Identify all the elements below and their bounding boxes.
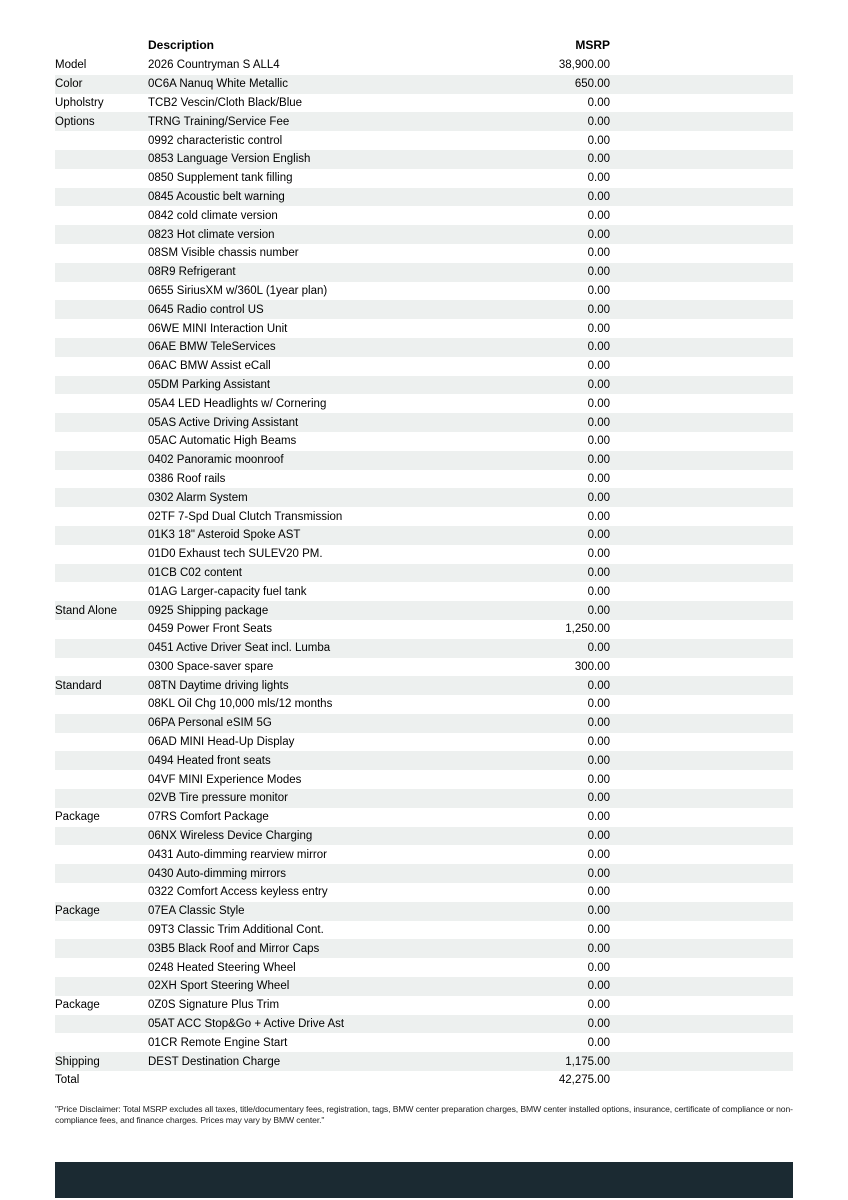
description-cell: 02VB Tire pressure monitor [148,789,470,808]
spacer-cell [610,639,793,658]
category-cell: Upholstry [55,96,104,109]
category-cell [55,470,148,489]
description-cell: 06AE BMW TeleServices [148,338,470,357]
msrp-cell: 0.00 [470,939,610,958]
category-cell [55,977,148,996]
category-cell [55,1033,148,1052]
description-cell: 0655 SiriusXM w/360L (1year plan) [148,284,328,297]
spacer-cell [610,733,793,752]
msrp-cell: 1,250.00 [565,623,610,636]
msrp-cell: 0.00 [587,247,610,260]
spacer-cell [610,188,793,207]
description-cell: 01D0 Exhaust tech SULEV20 PM. [148,548,323,561]
table-row [55,188,793,207]
category-cell [55,394,148,413]
spacer-cell [610,676,793,695]
table-row [55,244,793,263]
description-cell: 0645 Radio control US [148,300,470,319]
msrp-cell: 0.00 [470,1015,610,1034]
msrp-cell: 0.00 [470,413,610,432]
category-cell: Package [55,902,148,921]
msrp-cell: 0.00 [470,338,610,357]
table-row [55,714,793,733]
description-cell: 05A4 LED Headlights w/ Cornering [148,397,327,410]
table-row [55,845,793,864]
category-cell [55,714,148,733]
price-sheet [55,34,793,1090]
spacer-cell [610,432,793,451]
msrp-cell: 0.00 [587,435,610,448]
spacer-cell [610,376,793,395]
description-cell: 0302 Alarm System [148,488,470,507]
description-cell: TCB2 Vescin/Cloth Black/Blue [148,96,303,109]
spacer-cell [610,1052,793,1071]
msrp-cell: 0.00 [587,172,610,185]
spacer-cell [610,582,793,601]
table-row [55,282,793,301]
description-cell: TRNG Training/Service Fee [148,112,470,131]
category-cell [55,413,148,432]
description-cell: 0431 Auto-dimming rearview mirror [148,848,327,861]
description-cell: 0823 Hot climate version [148,225,470,244]
category-cell [55,131,148,150]
description-cell: 08SM Visible chassis number [148,247,299,260]
description-header: Description [148,38,215,52]
table-row [55,676,793,695]
description-cell: 0842 cold climate version [148,209,278,222]
category-cell [55,545,148,564]
table-row [55,695,793,714]
spacer-cell [610,225,793,244]
table-row [55,526,793,545]
msrp-cell: 0.00 [470,564,610,583]
spacer-cell [610,526,793,545]
category-cell [55,939,148,958]
spacer-cell [610,1015,793,1034]
msrp-cell: 0.00 [470,376,610,395]
spacer-cell [610,996,793,1015]
msrp-cell: 0.00 [587,1036,610,1049]
msrp-cell: 0.00 [470,263,610,282]
category-cell [55,150,148,169]
table-row [55,150,793,169]
category-cell: Package [55,811,100,824]
msrp-cell: 0.00 [587,886,610,899]
spacer-cell [610,601,793,620]
spacer-cell [610,56,793,75]
msrp-cell: 0.00 [470,977,610,996]
msrp-cell: 0.00 [587,510,610,523]
table-row [55,770,793,789]
category-cell [55,789,148,808]
table-row [55,789,793,808]
description-cell: 07EA Classic Style [148,902,470,921]
spacer-cell [610,338,793,357]
table-row [55,56,793,75]
category-cell [55,883,148,902]
msrp-cell: 0.00 [587,472,610,485]
msrp-cell: 0.00 [587,134,610,147]
description-cell: 0C6A Nanuq White Metallic [148,75,470,94]
description-cell: 01K3 18" Asteroid Spoke AST [148,526,470,545]
table-row [55,225,793,244]
msrp-cell: 0.00 [470,451,610,470]
spacer-cell [610,206,793,225]
category-cell [55,921,148,940]
table-row [55,658,793,677]
description-cell: 08TN Daytime driving lights [148,676,470,695]
spacer-cell [610,1033,793,1052]
category-cell [55,338,148,357]
table-row [55,751,793,770]
description-cell: 09T3 Classic Trim Additional Cont. [148,924,324,937]
msrp-cell: 0.00 [470,864,610,883]
category-header [55,34,148,56]
description-cell: 01CB C02 content [148,564,470,583]
description-cell: DEST Destination Charge [148,1052,470,1071]
msrp-cell: 0.00 [587,360,610,373]
table-row [55,131,793,150]
spacer-cell [610,751,793,770]
description-cell: 0322 Comfort Access keyless entry [148,886,328,899]
msrp-cell: 0.00 [587,585,610,598]
spacer-cell [610,282,793,301]
footer-bar [55,1162,793,1198]
table-row [55,112,793,131]
description-cell: 05AC Automatic High Beams [148,435,297,448]
msrp-cell: 0.00 [470,639,610,658]
spacer-cell [610,864,793,883]
msrp-cell: 0.00 [587,96,610,109]
msrp-cell: 0.00 [470,188,610,207]
category-cell [55,958,148,977]
table-row [55,507,793,526]
spacer-cell [610,169,793,188]
spacer-cell [610,770,793,789]
spacer-cell [610,921,793,940]
table-row [55,300,793,319]
msrp-cell: 42,275.00 [558,1074,610,1087]
msrp-cell: 0.00 [587,736,610,749]
category-cell: Options [55,112,148,131]
msrp-cell: 0.00 [470,902,610,921]
description-cell: 05AS Active Driving Assistant [148,413,470,432]
table-row [55,808,793,827]
category-cell: Standard [55,676,148,695]
header-row [55,34,793,56]
spacer-cell [610,94,793,113]
msrp-cell: 0.00 [587,548,610,561]
spacer-cell [610,394,793,413]
category-cell: Stand Alone [55,601,148,620]
description-cell: 01AG Larger-capacity fuel tank [148,585,307,598]
table-row [55,864,793,883]
spacer-cell [610,470,793,489]
msrp-cell: 0.00 [470,827,610,846]
category-cell [55,488,148,507]
msrp-cell: 0.00 [470,789,610,808]
msrp-cell: 0.00 [470,300,610,319]
category-cell [55,564,148,583]
description-cell: 02XH Sport Steering Wheel [148,977,470,996]
table-row [55,564,793,583]
msrp-cell: 0.00 [587,924,610,937]
description-cell: 2026 Countryman S ALL4 [148,59,280,72]
table-row [55,601,793,620]
spacer-cell [610,827,793,846]
category-cell [55,658,148,677]
table-row [55,639,793,658]
spacer-cell [610,357,793,376]
description-cell: 0430 Auto-dimming mirrors [148,864,470,883]
category-cell [55,582,148,601]
spacer-cell [610,564,793,583]
table-row [55,582,793,601]
msrp-cell: 0.00 [470,225,610,244]
description-cell: 08KL Oil Chg 10,000 mls/12 months [148,698,333,711]
category-cell [55,507,148,526]
msrp-cell: 0.00 [587,698,610,711]
description-cell: 05DM Parking Assistant [148,376,470,395]
msrp-cell: 0.00 [470,112,610,131]
spacer-cell [610,319,793,338]
category-cell [55,319,148,338]
description-cell: 0853 Language Version English [148,150,470,169]
msrp-cell: 0.00 [587,961,610,974]
spacer-cell [610,263,793,282]
category-cell [55,432,148,451]
description-cell: 0845 Acoustic belt warning [148,188,470,207]
category-cell [55,169,148,188]
table-row [55,75,793,94]
msrp-cell: 0.00 [470,150,610,169]
spacer-cell [610,883,793,902]
category-cell [55,733,148,752]
table-row [55,376,793,395]
description-cell: 0459 Power Front Seats [148,623,273,636]
spacer-cell [610,112,793,131]
spacer-cell [610,620,793,639]
description-cell: 06AD MINI Head-Up Display [148,736,295,749]
msrp-cell: 1,175.00 [470,1052,610,1071]
spacer-cell [610,413,793,432]
table-row [55,1071,793,1090]
spacer-header [610,34,793,56]
category-cell [55,357,148,376]
spacer-cell [610,714,793,733]
price-table [55,34,793,1090]
description-cell: 03B5 Black Roof and Mirror Caps [148,939,470,958]
spacer-cell [610,150,793,169]
table-row [55,620,793,639]
msrp-cell: 38,900.00 [558,59,610,72]
msrp-cell: 0.00 [470,526,610,545]
spacer-cell [610,488,793,507]
table-row [55,902,793,921]
price-disclaimer: "Price Disclaimer: Total MSRP excludes all taxes, title/documentary fees, registration, tags, BMW center preparation charges, BMW center installed options, insurance, certificate of compliance or non-compliance fees, and finance charges. Prices may vary by BMW center." [55,1104,793,1125]
category-cell [55,526,148,545]
description-cell: 0494 Heated front seats [148,751,470,770]
spacer-cell [610,131,793,150]
description-cell: 0386 Roof rails [148,472,226,485]
category-cell [55,206,148,225]
table-row [55,432,793,451]
table-row [55,733,793,752]
description-cell: 0300 Space-saver spare [148,660,274,673]
spacer-cell [610,902,793,921]
msrp-cell: 0.00 [587,284,610,297]
table-row [55,1052,793,1071]
category-cell [55,639,148,658]
description-cell: 08R9 Refrigerant [148,263,470,282]
spacer-cell [610,1071,793,1090]
category-cell [55,225,148,244]
category-cell [55,827,148,846]
table-row [55,319,793,338]
category-cell [55,282,148,301]
category-cell: Color [55,75,148,94]
description-cell: 0850 Supplement tank filling [148,172,293,185]
description-cell: 02TF 7-Spd Dual Clutch Transmission [148,510,343,523]
category-cell: Package [55,999,100,1012]
table-row [55,488,793,507]
category-cell [55,263,148,282]
table-row [55,263,793,282]
table-row [55,939,793,958]
msrp-header: MSRP [575,38,610,52]
table-row [55,545,793,564]
description-cell [148,1071,470,1090]
table-row [55,827,793,846]
msrp-cell: 650.00 [470,75,610,94]
category-cell [55,1015,148,1034]
spacer-cell [610,451,793,470]
table-row [55,883,793,902]
msrp-cell: 0.00 [587,999,610,1012]
msrp-cell: 0.00 [470,601,610,620]
category-cell: Total [55,1074,80,1087]
description-cell: 06PA Personal eSIM 5G [148,714,470,733]
spacer-cell [610,545,793,564]
description-cell: 07RS Comfort Package [148,811,269,824]
category-cell [55,864,148,883]
description-cell: 01CR Remote Engine Start [148,1036,288,1049]
category-cell [55,451,148,470]
category-cell [55,751,148,770]
category-cell [55,620,148,639]
table-row [55,921,793,940]
msrp-cell: 0.00 [587,773,610,786]
category-cell [55,188,148,207]
msrp-cell: 0.00 [470,751,610,770]
table-row [55,206,793,225]
msrp-cell: 300.00 [574,660,610,673]
spacer-cell [610,658,793,677]
table-row [55,1015,793,1034]
spacer-cell [610,977,793,996]
category-cell [55,845,148,864]
spacer-cell [610,958,793,977]
table-row [55,94,793,113]
table-row [55,470,793,489]
spacer-cell [610,939,793,958]
spacer-cell [610,695,793,714]
description-cell: 0451 Active Driver Seat incl. Lumba [148,639,470,658]
table-row [55,958,793,977]
category-cell [55,695,148,714]
spacer-cell [610,845,793,864]
table-row [55,169,793,188]
table-row [55,977,793,996]
table-row [55,338,793,357]
description-cell: 06WE MINI Interaction Unit [148,322,288,335]
table-row [55,394,793,413]
category-cell [55,244,148,263]
msrp-cell: 0.00 [587,397,610,410]
spacer-cell [610,300,793,319]
description-cell: 0925 Shipping package [148,601,470,620]
msrp-cell: 0.00 [587,209,610,222]
table-row [55,451,793,470]
msrp-cell: 0.00 [587,322,610,335]
description-cell: 04VF MINI Experience Modes [148,773,302,786]
category-cell [55,300,148,319]
description-cell: 0Z0S Signature Plus Trim [148,999,280,1012]
description-cell: 0402 Panoramic moonroof [148,451,470,470]
spacer-cell [610,789,793,808]
category-cell [55,376,148,395]
msrp-cell: 0.00 [470,488,610,507]
table-row [55,413,793,432]
spacer-cell [610,244,793,263]
category-cell [55,770,148,789]
msrp-cell: 0.00 [587,811,610,824]
category-cell: Model [55,59,87,72]
description-cell: 0992 characteristic control [148,134,283,147]
description-cell: 0248 Heated Steering Wheel [148,961,296,974]
category-cell: Shipping [55,1052,148,1071]
spacer-cell [610,75,793,94]
description-cell: 06AC BMW Assist eCall [148,360,271,373]
description-cell: 06NX Wireless Device Charging [148,827,470,846]
msrp-cell: 0.00 [470,676,610,695]
msrp-cell: 0.00 [470,714,610,733]
table-row [55,357,793,376]
spacer-cell [610,507,793,526]
spacer-cell [610,808,793,827]
msrp-cell: 0.00 [587,848,610,861]
table-row [55,996,793,1015]
description-cell: 05AT ACC Stop&Go + Active Drive Ast [148,1015,470,1034]
table-row [55,1033,793,1052]
